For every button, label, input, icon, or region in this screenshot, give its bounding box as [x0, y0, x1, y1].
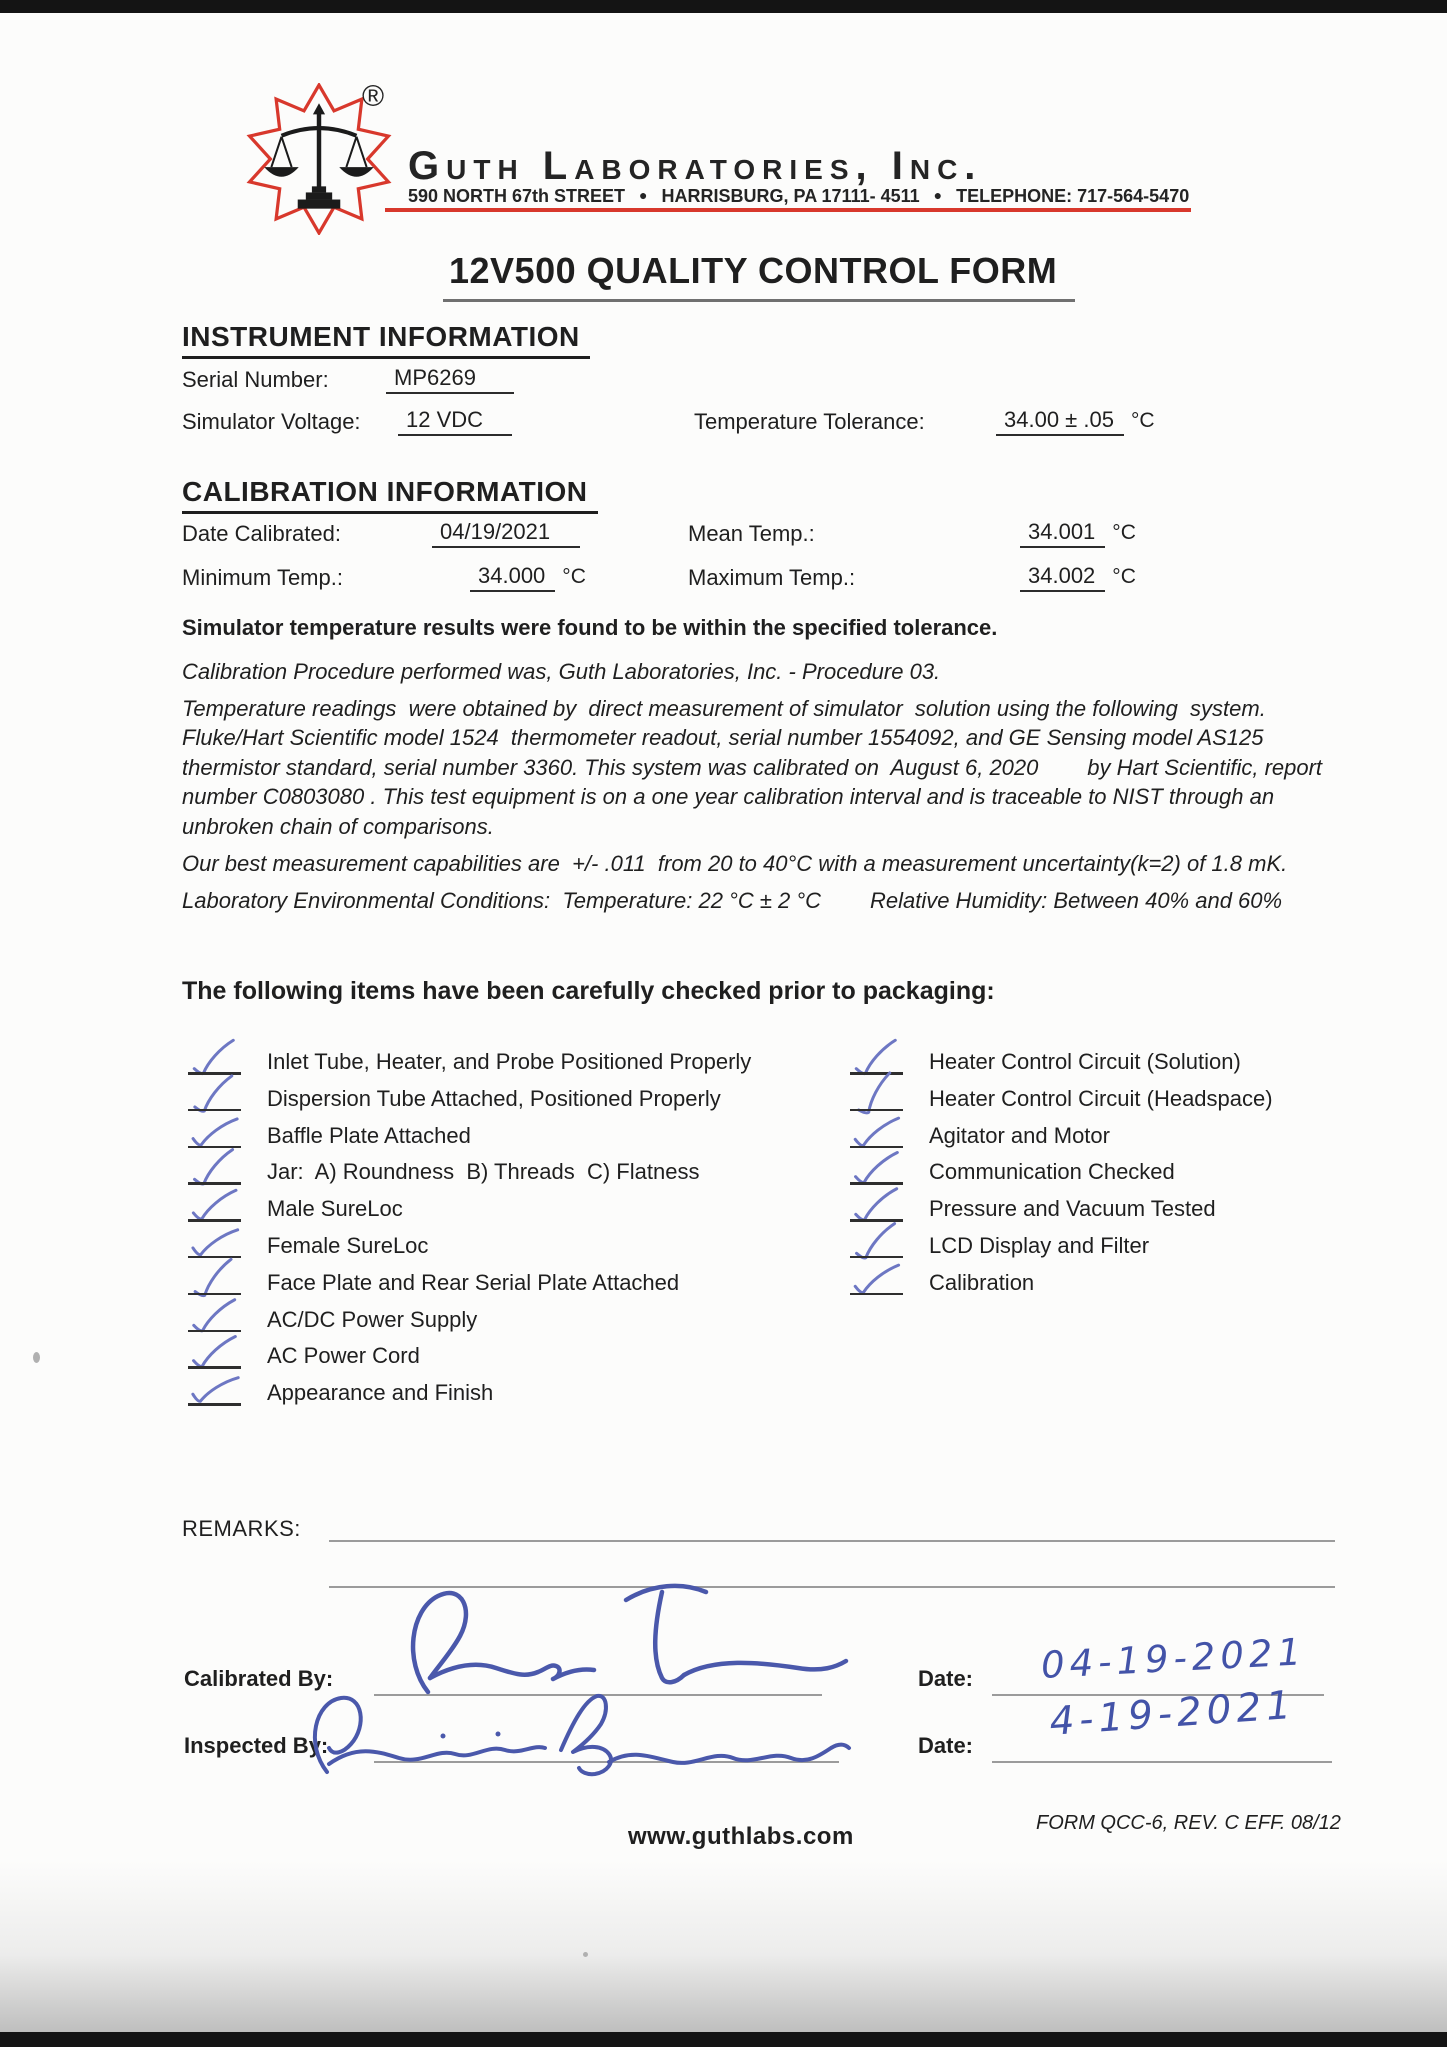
instrument-information-heading: INSTRUMENT INFORMATION — [182, 321, 590, 359]
mean-temp-value: 34.001 — [1020, 519, 1105, 548]
check-blank-line — [850, 1256, 903, 1259]
mean-temp-label: Mean Temp.: — [688, 521, 815, 546]
paragraph-line: number C0803080 . This test equipment is on a one year calibration interval and is traceable to NIST through an — [182, 784, 1275, 810]
calibrated-by-signature — [390, 1566, 850, 1706]
checklist-item-label: AC Power Cord — [267, 1343, 420, 1369]
checklist-item-label: Male SureLoc — [267, 1196, 403, 1222]
maximum-temp-label: Maximum Temp.: — [688, 565, 856, 590]
checklist-item — [188, 1339, 848, 1376]
minimum-temp-label: Minimum Temp.: — [182, 565, 343, 590]
telephone: TELEPHONE: 717-564-5470 — [956, 186, 1190, 206]
checklist-item-label: Female SureLoc — [267, 1232, 429, 1258]
checklist-heading: The following items have been carefully checked prior to packaging: — [182, 977, 995, 1005]
remarks-blank-line — [329, 1540, 1335, 1542]
check-blank-line — [188, 1403, 241, 1406]
checklist-item — [188, 1045, 848, 1082]
calibrated-date-label: Date: — [918, 1666, 974, 1691]
checklist-item-label: Communication Checked — [929, 1159, 1175, 1185]
temperature-unit: °C — [1130, 409, 1155, 432]
checklist-item — [188, 1155, 848, 1192]
checklist-right-column — [850, 1045, 1430, 1303]
paragraph-line: thermistor standard, serial number 3360. This system was calibrated on August 6, 2020 by Hart Scientific, report — [182, 754, 1323, 780]
checklist-item — [188, 1229, 848, 1266]
checklist-item — [188, 1082, 848, 1119]
checklist-item — [850, 1155, 1430, 1192]
checklist-item-label: Appearance and Finish — [267, 1380, 494, 1406]
temperature-unit: °C — [562, 565, 586, 588]
inspected-by-label: Inspected By: — [184, 1733, 329, 1758]
checklist-item-label: Baffle Plate Attached — [267, 1122, 471, 1148]
date-calibrated-value: 04/19/2021 — [432, 519, 580, 548]
check-blank-line — [188, 1146, 241, 1149]
capabilities-statement: Our best measurement capabilities are +/- .011 from 20 to 40°C with a measurement uncertainty(k=2) of 1.8 mK. — [182, 851, 1288, 876]
checklist-left-column — [188, 1045, 848, 1413]
temperature-tolerance-value: 34.00 ± .05 — [996, 407, 1124, 436]
registered-trademark-symbol: ® — [362, 80, 385, 113]
simulator-voltage-value: 12 VDC — [398, 407, 512, 436]
handwritten-checkmark-icon — [851, 1152, 899, 1191]
checklist-item — [188, 1303, 848, 1340]
form-title: 12V500 QUALITY CONTROL FORM — [443, 250, 1075, 302]
checklist-item — [850, 1229, 1430, 1266]
inspected-date-line — [992, 1761, 1332, 1763]
handwritten-checkmark-icon — [188, 1261, 239, 1303]
tolerance-result-statement: Simulator temperature results were found to be within the specified tolerance. — [182, 615, 998, 640]
checklist-item-label: AC/DC Power Supply — [267, 1306, 478, 1332]
system-description-paragraph — [182, 694, 1322, 841]
check-blank-line — [850, 1293, 903, 1296]
procedure-statement: Calibration Procedure performed was, Guth Laboratories, Inc. - Procedure 03. — [182, 659, 941, 684]
check-blank-line — [188, 1330, 241, 1333]
paragraph-line: Fluke/Hart Scientific model 1524 thermometer readout, serial number 1554092, and GE Sensing model AS125 — [182, 725, 1264, 751]
scan-speck — [583, 1952, 588, 1957]
temperature-unit: °C — [1112, 565, 1136, 588]
checklist-item — [188, 1119, 848, 1156]
checklist-item-label: Pressure and Vacuum Tested — [929, 1196, 1216, 1222]
simulator-voltage-label: Simulator Voltage: — [182, 409, 361, 434]
checklist-item-label: Agitator and Motor — [929, 1122, 1110, 1148]
check-blank-line — [850, 1072, 903, 1075]
scan-shadow-bottom — [0, 1860, 1447, 2032]
temperature-unit: °C — [1112, 521, 1136, 544]
minimum-temp-value: 34.000 — [470, 563, 555, 592]
check-blank-line — [188, 1182, 241, 1185]
check-blank-line — [188, 1256, 241, 1259]
check-blank-line — [188, 1293, 241, 1296]
checklist-item — [188, 1266, 848, 1303]
checklist-item-label: LCD Display and Filter — [929, 1232, 1150, 1258]
scan-speck — [33, 1352, 40, 1363]
checklist-item-label: Jar: A) Roundness B) Threads C) Flatness — [267, 1159, 700, 1185]
calibration-information-heading: CALIBRATION INFORMATION — [182, 476, 598, 514]
handwritten-checkmark-icon — [186, 1369, 239, 1415]
checklist-item-label: Inlet Tube, Heater, and Probe Positioned Properly — [267, 1049, 752, 1074]
handwritten-checkmark-icon — [850, 1261, 901, 1303]
check-blank-line — [850, 1219, 903, 1222]
check-blank-line — [188, 1072, 241, 1075]
checklist-item — [850, 1266, 1430, 1303]
check-blank-line — [850, 1146, 903, 1149]
scan-edge-top — [0, 0, 1447, 13]
date-calibrated-label: Date Calibrated: — [182, 521, 341, 546]
check-blank-line — [850, 1182, 903, 1185]
checklist-item — [850, 1119, 1430, 1156]
check-blank-line — [188, 1109, 241, 1112]
bullet-separator: ● — [933, 187, 943, 203]
checklist-item-label: Face Plate and Rear Serial Plate Attached — [267, 1269, 680, 1295]
checklist-item — [188, 1376, 848, 1413]
checklist-item — [188, 1192, 848, 1229]
maximum-temp-value: 34.002 — [1020, 563, 1105, 592]
serial-number-value: MP6269 — [386, 365, 514, 394]
check-blank-line — [850, 1109, 903, 1112]
handwritten-checkmark-icon — [189, 1152, 237, 1191]
calibrated-by-label: Calibrated By: — [184, 1666, 334, 1691]
handwritten-checkmark-icon — [188, 1077, 238, 1118]
check-blank-line — [188, 1219, 241, 1222]
handwritten-checkmark-icon — [851, 1225, 899, 1264]
street-address: 590 NORTH 67th STREET — [408, 186, 626, 206]
website-url: www.guthlabs.com — [628, 1823, 854, 1850]
company-name: Guth Laboratories, Inc. — [408, 144, 983, 188]
temperature-tolerance-label: Temperature Tolerance: — [694, 409, 925, 434]
company-address-line — [408, 186, 1189, 207]
serial-number-label: Serial Number: — [182, 367, 329, 392]
form-number: FORM QCC-6, REV. C EFF. 08/12 — [1036, 1812, 1341, 1834]
letterhead-red-rule — [385, 208, 1191, 212]
scan-edge-bottom — [0, 2032, 1447, 2047]
checklist-item-label: Heater Control Circuit (Solution) — [929, 1049, 1241, 1074]
environmental-conditions-statement: Laboratory Environmental Conditions: Temperature: 22 °C ± 2 °C Relative Humidity: Between 40% and 60% — [182, 888, 1283, 913]
bullet-separator: ● — [639, 187, 648, 203]
calibrated-date-handwritten: 04-19-2021 — [1040, 1630, 1307, 1687]
checklist-item — [850, 1045, 1430, 1082]
handwritten-checkmark-icon — [850, 1114, 901, 1156]
paragraph-line: Temperature readings were obtained by direct measurement of simulator solution using the following system. — [182, 696, 1266, 721]
city-state-zip: HARRISBURG, PA 17111- 4511 — [661, 186, 920, 206]
paragraph-line: unbroken chain of comparisons. — [182, 813, 494, 839]
remarks-label: REMARKS: — [182, 1516, 301, 1541]
checklist-item — [850, 1192, 1430, 1229]
inspected-by-signature — [293, 1686, 863, 1781]
checklist-item — [850, 1082, 1430, 1119]
checklist-item-label: Dispersion Tube Attached, Positioned Properly — [267, 1085, 721, 1111]
inspected-date-label: Date: — [918, 1733, 974, 1758]
checklist-item-label: Heater Control Circuit (Headspace) — [929, 1085, 1273, 1111]
checklist-item-label: Calibration — [929, 1269, 1035, 1295]
inspected-date-handwritten: 4-19-2021 — [1048, 1682, 1298, 1745]
